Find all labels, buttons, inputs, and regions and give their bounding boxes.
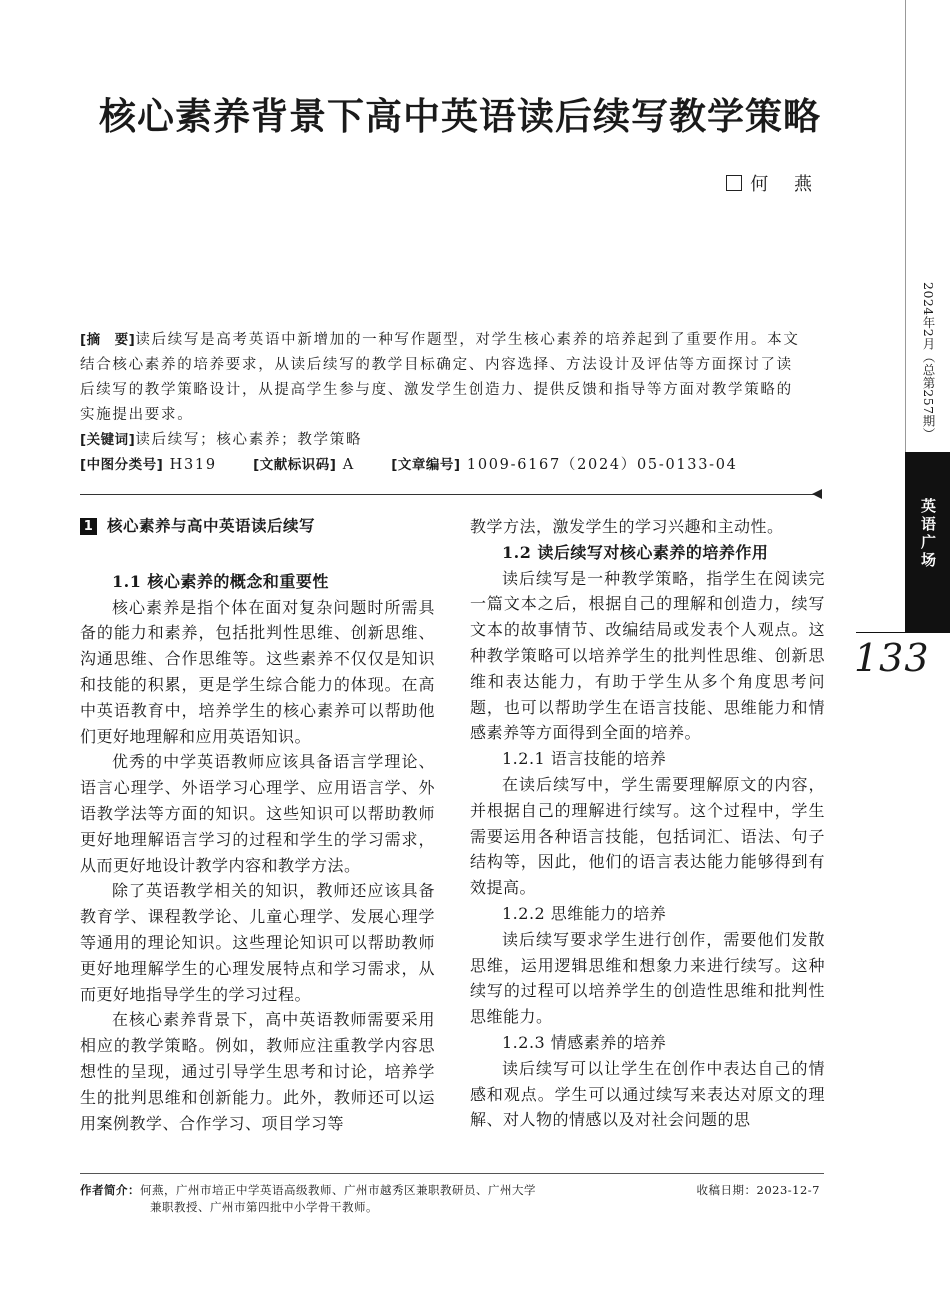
divider-arrow-icon — [812, 489, 822, 499]
section-heading-1 — [80, 514, 435, 540]
page-number-rule — [856, 632, 950, 633]
abstract-block — [80, 328, 802, 478]
subheading-1-2-3: 1.2.3 情感素养的培养 — [502, 1032, 667, 1052]
paragraph: 教学方法，激发学生的学习兴趣和主动性。 — [470, 517, 784, 536]
section-title: 核心素养与高中英语读后续写 — [107, 517, 316, 535]
author-bio-label: 作者简介： — [80, 1183, 140, 1197]
paragraph: 核心素养是指个体在面对复杂问题时所需具备的能力和素养，包括批判性思维、创新思维、沟通思维、合作思维等。这些素养不仅仅是知识和技能的积累，更是学生综合能力的体现。在高中英语教育中，培养学生的核心素养可以帮助他们更好地理解和应用英语知识。 — [80, 597, 435, 746]
article-no-label: [文章编号] — [391, 457, 461, 473]
section-tab — [905, 452, 950, 632]
author-box-icon — [726, 175, 742, 191]
author-bio-line: 兼职教授、广州市第四批中小学骨干教师。 — [150, 1200, 378, 1214]
keywords-text: 读后续写；核心素养；教学策略 — [135, 432, 363, 448]
paragraph: 优秀的中学英语教师应该具备语言学理论、语言心理学、外语学习心理学、应用语言学、外语教学法等方面的知识。这些知识可以帮助教师更好地理解语言学习的过程和学生的学习需求，从而更好地设计教学内容和教学方法。 — [80, 752, 435, 875]
footer — [80, 1182, 824, 1216]
subheading-1-2-2: 1.2.2 思维能力的培养 — [502, 903, 667, 923]
page-title: 核心素养背景下高中英语读后续写教学策略 — [99, 94, 821, 138]
keywords-label: [关键词] — [80, 432, 136, 448]
author-byline — [726, 170, 822, 196]
clc-label: [中图分类号] — [80, 457, 164, 473]
abstract-text: 读后续写是高考英语中新增加的一种写作题型，对学生核心素养的培养起到了重要作用。本文结合核心素养的培养要求，从读后续写的教学目标确定、内容选择、方法设计及评估等方面探讨了读后续写的教学策略设计，从提高学生参与度、激发学生创造力、提供反馈和指导等方面对教学策略的实施提出要求。 — [80, 332, 800, 423]
right-column — [470, 514, 825, 1133]
classification-line — [80, 453, 802, 478]
section-tab-label: 英语广场 — [919, 498, 937, 570]
paragraph: 读后续写是一种教学策略，指学生在阅读完一篇文本之后，根据自己的理解和创造力，续写文本的故事情节、改编结局或发表个人观点。这种教学策略可以培养学生的批判性思维、创新思维和表达能力，有助于学生从多个角度思考问题，也可以帮助学生在语言技能、思维能力和情感素养等方面得到全面的培养。 — [470, 568, 825, 743]
header-divider — [80, 494, 818, 495]
author-bio-line: 何燕，广州市培正中学英语高级教师、广州市越秀区兼职教研员、广州大学 — [140, 1183, 536, 1197]
clc-value: H319 — [169, 457, 217, 473]
abstract — [80, 328, 802, 428]
doc-code-label: [文献标识码] — [253, 457, 337, 473]
article-no-value: 1009-6167（2024）05-0133-04 — [466, 457, 738, 473]
section-number-badge: 1 — [80, 518, 97, 535]
doc-code-value: A — [342, 457, 355, 473]
left-column — [80, 514, 435, 1136]
paragraph: 读后续写可以让学生在创作中表达自己的情感和观点。学生可以通过续写来表达对原文的理解、对人物的情感以及对社会问题的思 — [470, 1058, 825, 1130]
page-number: 133 — [854, 636, 930, 680]
footer-divider — [80, 1173, 824, 1174]
author-name: 何 燕 — [750, 174, 822, 195]
subheading-1-1: 1.1 核心素养的概念和重要性 — [112, 571, 329, 591]
paragraph: 读后续写要求学生进行创作，需要他们发散思维，运用逻辑思维和想象力来进行续写。这种续写的过程可以培养学生的创造性思维和批判性思维能力。 — [470, 929, 825, 1027]
paragraph: 除了英语教学相关的知识，教师还应该具备教育学、课程教学论、儿童心理学、发展心理学等通用的理论知识。这些理论知识可以帮助教师更好地理解学生的心理发展特点和学习需求，从而更好地指导学生的学习过程。 — [80, 881, 435, 1004]
paragraph: 在读后续写中，学生需要理解原文的内容，并根据自己的理解进行续写。这个过程中，学生需要运用各种语言技能，包括词汇、语法、句子结构等，因此，他们的语言表达能力能够得到有效提高。 — [470, 774, 825, 898]
received-date: 收稿日期：2023-12-7 — [696, 1183, 820, 1197]
subheading-1-2-1: 1.2.1 语言技能的培养 — [502, 749, 667, 769]
subheading-1-2: 1.2 读后续写对核心素养的培养作用 — [502, 542, 769, 562]
issue-date: 2024年2月（总第257期） — [921, 282, 936, 441]
keywords — [80, 428, 802, 453]
abstract-label: [摘 要] — [80, 332, 136, 348]
paragraph: 在核心素养背景下，高中英语教师需要采用相应的教学策略。例如，教师应注重教学内容思想性的呈现，通过引导学生思考和讨论，培养学生的批判思维和创新能力。此外，教师还可以运用案例教学、合作学习、项目学习等 — [80, 1010, 435, 1133]
